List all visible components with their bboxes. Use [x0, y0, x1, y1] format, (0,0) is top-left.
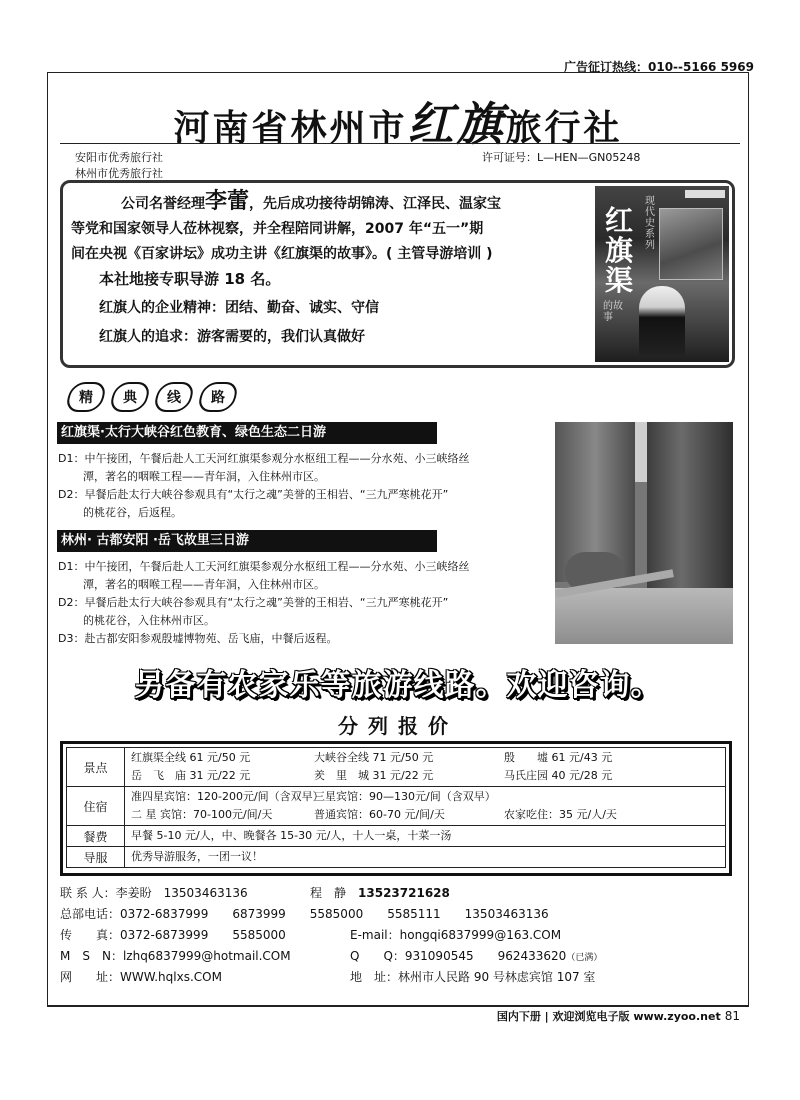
price-row-meal — [67, 826, 726, 847]
pursuit-label: 红旗人的追求： — [99, 329, 197, 345]
phone-label: 总部电话： — [60, 907, 121, 921]
footer-divider — [47, 1005, 749, 1006]
intro-l1-pre: 公司名誉经理 — [121, 196, 205, 212]
itin-day: D1：中午接团，午餐后赴人工天河红旗渠参观分水枢纽工程——分水苑、小三峡络丝 — [58, 560, 470, 573]
manager-name: 李蕾 — [205, 188, 250, 214]
intro-box — [60, 180, 735, 368]
title-post: 旅行社 — [505, 107, 623, 149]
price-cell: 优秀导游服务，一团一议！ — [125, 847, 726, 868]
price-item: 岳 飞 庙 31 元/22 元 — [131, 769, 251, 782]
price-category: 导服 — [67, 847, 125, 868]
book-author-photo — [639, 286, 685, 356]
contact-fax-row — [60, 925, 286, 946]
price-item: 殷 墟 61 元/43 元 — [504, 751, 613, 764]
page-footer — [497, 1008, 740, 1024]
intro-line-6 — [71, 325, 591, 350]
itin-day: D3：赴古都安阳参观殷墟博物苑、岳飞庙，中餐后返程。 — [58, 632, 338, 645]
itin-day-cont: 的桃花谷，入住林州市区。 — [83, 614, 215, 627]
intro-l1-post: ，先后成功接待胡锦涛、江泽民、温家宝 — [249, 196, 502, 212]
contact-person-2-name: 程 静 — [310, 886, 347, 900]
section-char: 典 — [108, 382, 152, 412]
price-item: 二 星 宾馆：70-100元/间/天 — [131, 808, 273, 821]
section-char: 线 — [152, 382, 196, 412]
canyon-photo — [555, 422, 733, 644]
section-char: 精 — [64, 382, 108, 412]
website-link[interactable]: WWW.hqlxs.COM — [120, 970, 222, 984]
contact-person-label: 联 系 人： — [60, 886, 116, 900]
itin-day: D2：早餐后赴太行大峡谷参观具有“太行之魂”美誉的王相岩、“三九严寒桃花开” — [58, 596, 449, 609]
contact-person-2-phone: 13523721628 — [358, 886, 450, 900]
price-item: 普通宾馆：60-70 元/间/天 — [314, 808, 445, 821]
price-category: 住宿 — [67, 787, 125, 826]
ad-hotline: 广告征订热线：010--5166 5969 — [564, 60, 754, 74]
intro-line-5 — [71, 296, 591, 321]
itin-day-cont: 潭，著名的咽喉工程——青年洞，入住林州市区。 — [83, 470, 325, 483]
intro-line-2: 等党和国家领导人莅林视察，并全程陪同讲解，2007 年“五一”期 — [71, 221, 484, 237]
contact-phone-row — [60, 904, 549, 925]
title-pre: 河南省林州市 — [173, 107, 408, 149]
fax-label: 传 真： — [60, 928, 121, 942]
section-char: 路 — [196, 382, 240, 412]
price-item: 准四星宾馆：120-200元/间（含双早） — [131, 790, 324, 803]
footer-text: 国内下册 | 欢迎浏览电子版 www.zyoo.net — [496, 1010, 721, 1023]
license-number: 许可证号：L—HEN—GN05248 — [482, 151, 641, 164]
contact-person-row — [60, 883, 248, 904]
book-cover-image — [595, 186, 729, 362]
route-title-2: 林州· 古都安阳 ·岳飞故里三日游 — [57, 530, 437, 552]
itin-day: D1：中午接团，午餐后赴人工天河红旗渠参观分水枢纽工程——分水苑、小三峡络丝 — [58, 452, 470, 465]
intro-text — [71, 189, 591, 350]
page-number: 81 — [724, 1009, 740, 1023]
contact-msn-row — [60, 946, 291, 967]
price-row-guide — [67, 847, 726, 868]
award-linzhou: 林州市优秀旅行社 — [75, 167, 163, 180]
price-row-hotel — [67, 787, 726, 826]
contact-block — [60, 883, 750, 993]
route-title-1: 红旗渠·太行大峡谷红色教育、绿色生态二日游 — [57, 422, 437, 444]
price-cell: 早餐 5-10 元/人，中、晚餐各 15-30 元/人，十人一桌，十菜一汤 — [125, 826, 726, 847]
book-subtitle: 的故事 — [603, 301, 623, 323]
itin-day: D2：早餐后赴太行大峡谷参观具有“太行之魂”美誉的王相岩、“三九严寒桃花开” — [58, 488, 449, 501]
phone-numbers: 0372-6837999 6873999 5585000 5585111 13503463136 — [120, 907, 549, 921]
page-title — [47, 88, 749, 154]
intro-line-1 — [71, 189, 591, 217]
price-item: 红旗渠全线 61 元/50 元 — [131, 751, 251, 764]
price-item: 农家吃住：35 元/人/天 — [504, 808, 617, 821]
spirit-label: 红旗人的企业精神： — [99, 300, 225, 316]
price-item: 羑 里 城 31 元/22 元 — [314, 769, 434, 782]
price-item: 马氏庄园 40 元/28 元 — [504, 769, 613, 782]
price-item — [504, 788, 719, 806]
title-brand: 红旗 — [407, 97, 506, 151]
route-2-itinerary — [58, 558, 548, 648]
web-label: 网 址： — [60, 970, 121, 984]
title-divider — [60, 143, 740, 144]
price-title: 分列报价 — [338, 714, 458, 738]
contact-email[interactable]: E-mail：hongqi6837999@163.COM — [350, 928, 562, 942]
contact-person-1: 李姜盼 13503463136 — [115, 886, 248, 900]
intro-line-3: 间在央视《百家讲坛》成功主讲《红旗渠的故事》。( 主管导游培训 ) — [71, 246, 493, 262]
intro-line-4: 本社地接专职导游 18 名。 — [99, 270, 281, 288]
slogan: 另备有农家乐等旅游线路。欢迎咨询。 — [134, 668, 662, 703]
msn-value: lzhq6837999@hotmail.COM — [122, 949, 291, 963]
book-title: 红旗渠 — [605, 204, 634, 297]
fax-numbers: 0372-6873999 5585000 — [120, 928, 286, 942]
price-table — [66, 747, 726, 868]
price-category: 景点 — [67, 748, 125, 787]
photo-water — [555, 588, 733, 644]
itin-day-cont: 的桃花谷，后返程。 — [83, 506, 182, 519]
price-cell — [125, 748, 726, 787]
contact-qq — [350, 946, 602, 969]
qq-value: Q Q：931090545 962433620 — [350, 949, 567, 963]
price-cell — [125, 787, 726, 826]
contact-web-row — [60, 967, 222, 988]
book-publisher-logo — [685, 190, 725, 198]
price-item: 三星宾馆：90—130元/间（含双早） — [314, 790, 496, 803]
book-castle-photo — [659, 208, 723, 280]
section-classic-routes — [68, 382, 236, 412]
qq-note: （已满） — [566, 953, 603, 963]
contact-person-2 — [310, 883, 450, 904]
msn-label: M S N： — [60, 949, 123, 963]
route-1-itinerary — [58, 450, 548, 522]
pursuit-value: 游客需要的，我们认真做好 — [197, 329, 365, 345]
contact-address: 地 址：林州市人民路 90 号林虑宾馆 107 室 — [350, 970, 596, 984]
award-anyang: 安阳市优秀旅行社 — [75, 151, 163, 164]
spirit-value: 团结、勤奋、诚实、守信 — [225, 300, 379, 316]
itin-day-cont: 潭，著名的咽喉工程——青年洞，入住林州市区。 — [83, 578, 325, 591]
book-series: 现代史系列 — [645, 196, 655, 251]
price-row-scenic — [67, 748, 726, 787]
price-item: 大峡谷全线 71 元/50 元 — [314, 751, 434, 764]
price-category: 餐费 — [67, 826, 125, 847]
